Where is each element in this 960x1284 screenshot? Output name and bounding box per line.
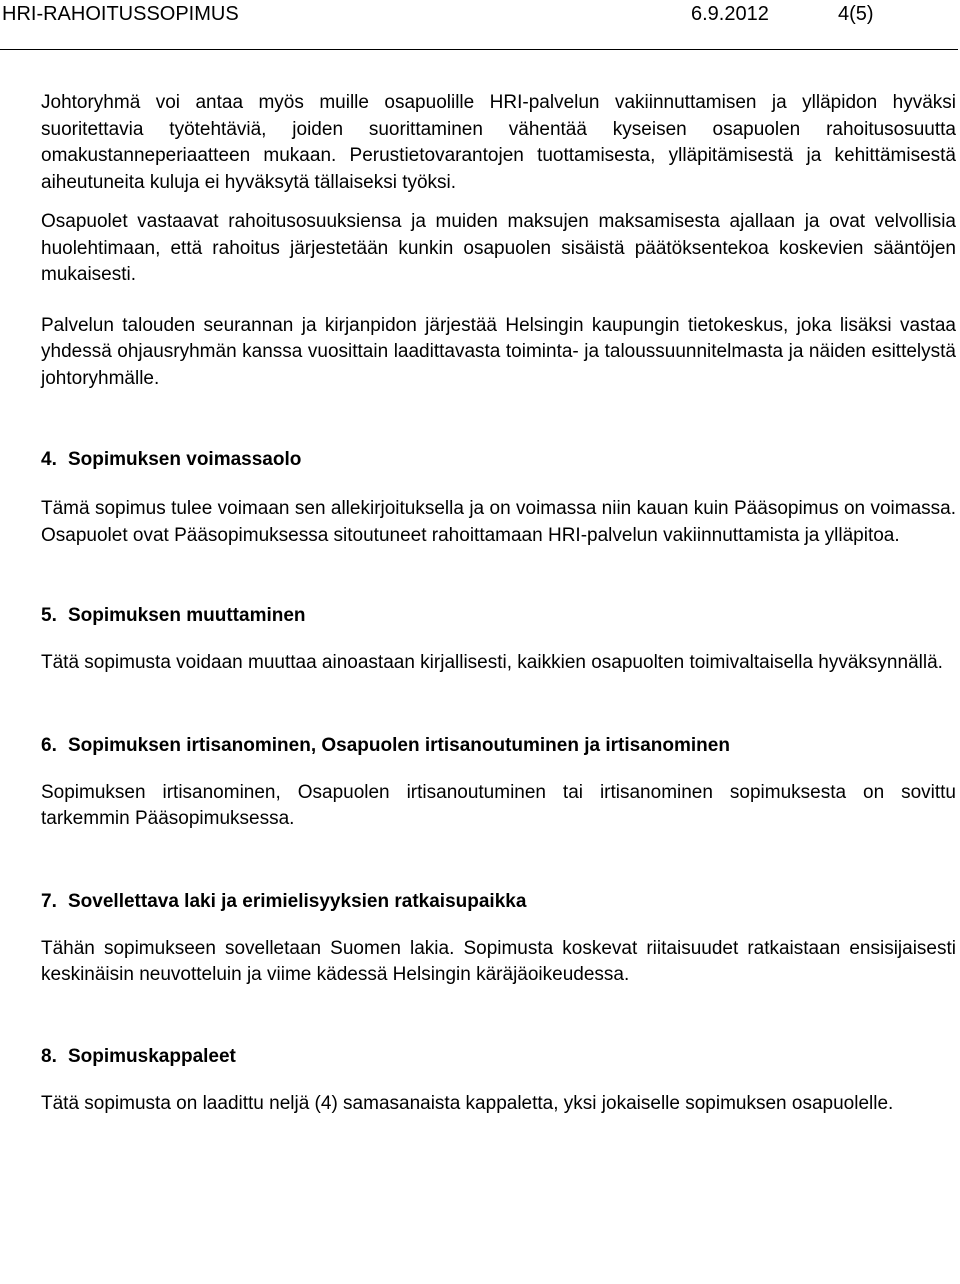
document-title: HRI-RAHOITUSSOPIMUS	[2, 3, 239, 25]
section-number: 5.	[41, 605, 57, 626]
section-4	[41, 447, 956, 549]
paragraph-intro-1: Johtoryhmä voi antaa myös muille osapuolille HRI-palvelun vakiinnuttamisen ja ylläpidon hyväksi suoritettavia työtehtäviä, joiden suorittaminen vähentää kyseisen osapuolen rahoitusosuutta omakustanneperiaatteen mukaan. Perustietovarantojen tuottamisesta, ylläpitämisestä ja kehittämisestä aiheutuneita kuluja ei hyväksytä tällaiseksi työksi.	[41, 92, 956, 193]
section-number: 6.	[41, 734, 57, 756]
document-date: 6.9.2012	[691, 3, 769, 25]
section-text: Tähän sopimukseen sovelletaan Suomen lakia. Sopimusta koskevat riitaisuudet ratkaistaan ensisijaisesti keskinäisin neuvotteluin ja viime kädessä Helsingin käräjäoikeudessa.	[41, 937, 956, 985]
paragraph-intro-2: Osapuolet vastaavat rahoitusosuuksiensa ja muiden maksujen maksamisesta ajallaan ja ovat velvollisia huolehtimaan, että rahoitus järjestetään kunkin osapuolen sisäistä päätöksentekoa koskevien sääntöjen mukaisesti.	[41, 211, 956, 285]
section-number: 7.	[41, 890, 57, 912]
section-title: Sopimuksen irtisanominen, Osapuolen irtisanoutuminen ja irtisanominen	[68, 734, 730, 756]
section-7	[41, 889, 956, 989]
page-number: 4(5)	[838, 3, 874, 25]
section-heading	[41, 889, 956, 915]
section-title: Sopimuskappaleet	[68, 1045, 236, 1067]
header-divider	[0, 49, 958, 50]
section-5	[41, 603, 956, 677]
document-body	[41, 90, 956, 1117]
section-heading	[41, 1044, 956, 1070]
section-heading	[41, 733, 956, 759]
paragraph-intro-3: Palvelun talouden seurannan ja kirjanpidon järjestää Helsingin kaupungin tietokeskus, joka lisäksi vastaa yhdessä ohjausryhmän kanssa vuosittain laadittavasta toiminta- ja taloussuunnitelmasta ja näiden esittelystä johtoryhmälle.	[41, 314, 956, 389]
section-text: Sopimuksen irtisanominen, Osapuolen irtisanoutuminen tai irtisanominen sopimuksesta on sovittu tarkemmin Pääsopimuksessa.	[41, 781, 956, 829]
section-title: Sovellettava laki ja erimielisyyksien ratkaisupaikka	[68, 890, 527, 912]
section-number: 8.	[41, 1045, 57, 1067]
section-title: Sopimuksen voimassaolo	[68, 449, 302, 470]
section-text: Tämä sopimus tulee voimaan sen allekirjoituksella ja on voimassa niin kauan kuin Pääsopimus on voimassa. Osapuolet ovat Pääsopimuksessa sitoutuneet rahoittamaan HRI-palvelun vakiinnuttamista ja ylläpitoa.	[41, 498, 956, 546]
section-6	[41, 733, 956, 833]
section-number: 4.	[41, 449, 57, 470]
section-heading	[41, 447, 956, 473]
section-8	[41, 1044, 956, 1118]
section-title: Sopimuksen muuttaminen	[68, 605, 306, 626]
section-heading	[41, 603, 956, 629]
page-header	[0, 0, 960, 28]
section-text: Tätä sopimusta on laadittu neljä (4) samasanaista kappaletta, yksi jokaiselle sopimuksen osapuolelle.	[41, 1092, 894, 1114]
section-text: Tätä sopimusta voidaan muuttaa ainoastaan kirjallisesti, kaikkien osapuolten toimivaltaisella hyväksynnällä.	[41, 652, 943, 673]
